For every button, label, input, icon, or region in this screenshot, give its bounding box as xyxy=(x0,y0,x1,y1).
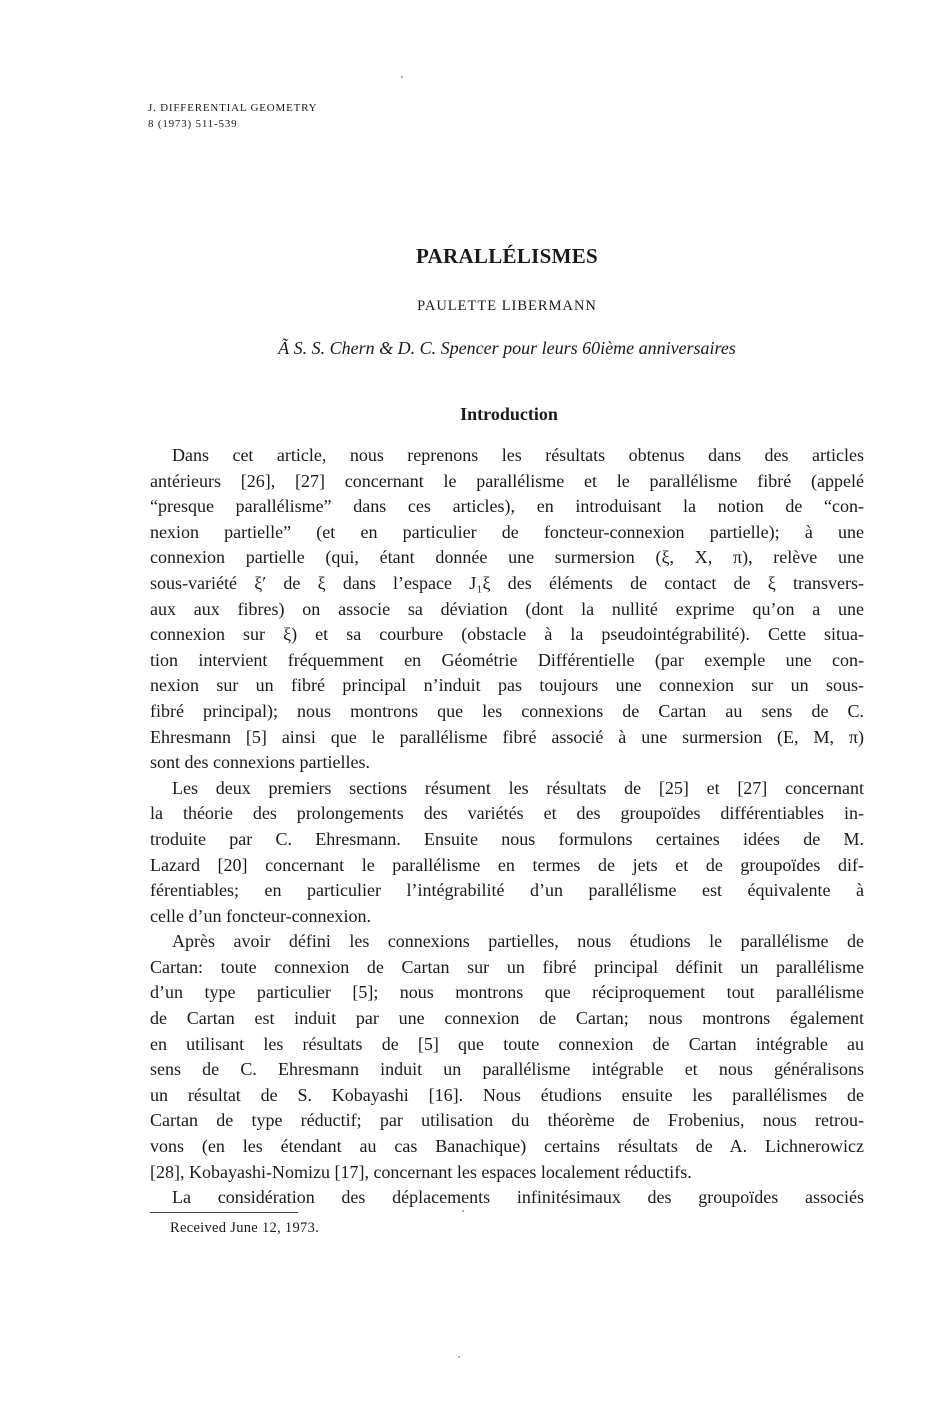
body-line: sont des connexions partielles. xyxy=(150,752,370,773)
dedication: Ã S. S. Chern & D. C. Spencer pour leurs 60ième anniversaires xyxy=(278,338,736,358)
body-line: Cartan de type réductif; par utilisation du théorème de Frobenius, nous retrou- xyxy=(150,1110,864,1131)
body-line: troduite par C. Ehresmann. Ensuite nous formulons certaines idées de M. xyxy=(150,828,864,849)
paper-title: PARALLÉLISMES xyxy=(415,244,599,268)
body-line: fibré principal); nous montrons que les connexions de Cartan au sens de C. xyxy=(150,700,864,721)
section-heading: Introduction xyxy=(460,404,558,424)
body-line: sous-variété ξ′ de ξ dans l’espace J₁ξ des éléments de contact de ξ transvers- xyxy=(150,572,864,593)
body-line: Les deux premiers sections résument les résultats de [25] et [27] concernant xyxy=(172,777,864,798)
scan-speck xyxy=(458,1356,460,1358)
body-line: connexion partielle (qui, étant donnée une surmersion (ξ, X, π), relève une xyxy=(150,547,864,568)
footnote: Received June 12, 1973. xyxy=(170,1220,320,1236)
body-line: tion intervient fréquemment en Géométrie Différentielle (par exemple une con- xyxy=(150,649,864,670)
body-line: Cartan: toute connexion de Cartan sur un fibré principal définit un parallélisme xyxy=(150,956,864,977)
body-line: un résultat de S. Kobayashi [16]. Nous étudions ensuite les parallélismes de xyxy=(150,1084,864,1105)
body-line: nexion sur un fibré principal n’induit pas toujours une connexion sur un sous- xyxy=(150,675,864,696)
author-name: PAULETTE LIBERMANN xyxy=(417,298,597,314)
journal-citation: 8 (1973) 511-539 xyxy=(148,118,238,130)
footnote-rule xyxy=(150,1212,298,1213)
body-line: férentiables; en particulier l’intégrabilité d’un parallélisme est équivalente à xyxy=(150,880,864,901)
journal-header xyxy=(148,100,317,132)
body-line: celle d’un foncteur-connexion. xyxy=(150,905,372,926)
body-line: Lazard [20] concernant le parallélisme en termes de jets et de groupoïdes dif- xyxy=(150,854,864,875)
body-line: nexion partielle” (et en particulier de foncteur-connexion partielle); à une xyxy=(150,521,864,542)
body-line: “presque parallélisme” dans ces articles), en introduisant la notion de “con- xyxy=(150,496,864,517)
body-line: Après avoir défini les connexions partielles, nous étudions le parallélisme de xyxy=(172,931,864,952)
body-line: de Cartan est induit par une connexion de Cartan; nous montrons également xyxy=(150,1008,864,1029)
body-line: [28], Kobayashi-Nomizu [17], concernant les espaces localement réductifs. xyxy=(150,1161,692,1182)
body-line: Dans cet article, nous reprenons les résultats obtenus dans des articles xyxy=(172,445,864,465)
body-line: d’un type particulier [5]; nous montrons que réciproquement tout parallélisme xyxy=(150,982,864,1003)
body-line: vons (en les étendant au cas Banachique) certains résultats de A. Lichnerowicz xyxy=(150,1136,864,1157)
body-line: sens de C. Ehresmann induit un parallélisme intégrable et nous généralisons xyxy=(150,1059,864,1080)
body-text xyxy=(150,443,864,1211)
scan-speck xyxy=(401,76,403,78)
body-line: Ehresmann [5] ainsi que le parallélisme fibré associé à une surmersion (E, M, π) xyxy=(150,726,864,747)
body-line: la théorie des prolongements des variétés et des groupoïdes différentiables in- xyxy=(150,803,864,824)
scan-speck xyxy=(462,1210,464,1212)
journal-name: J. DIFFERENTIAL GEOMETRY xyxy=(148,102,318,114)
body-line: connexion sur ξ) et sa courbure (obstacle à la pseudointégrabilité). Cette situa- xyxy=(150,624,864,645)
body-line: en utilisant les résultats de [5] que toute connexion de Cartan intégrable au xyxy=(150,1033,864,1054)
body-line: antérieurs [26], [27] concernant le parallélisme et le parallélisme fibré (appelé xyxy=(150,470,864,491)
body-line: La considération des déplacements infinitésimaux des groupoïdes associés xyxy=(172,1187,864,1208)
body-line: aux aux fibres) on associe sa déviation (dont la nullité exprime qu’on a une xyxy=(150,598,864,619)
